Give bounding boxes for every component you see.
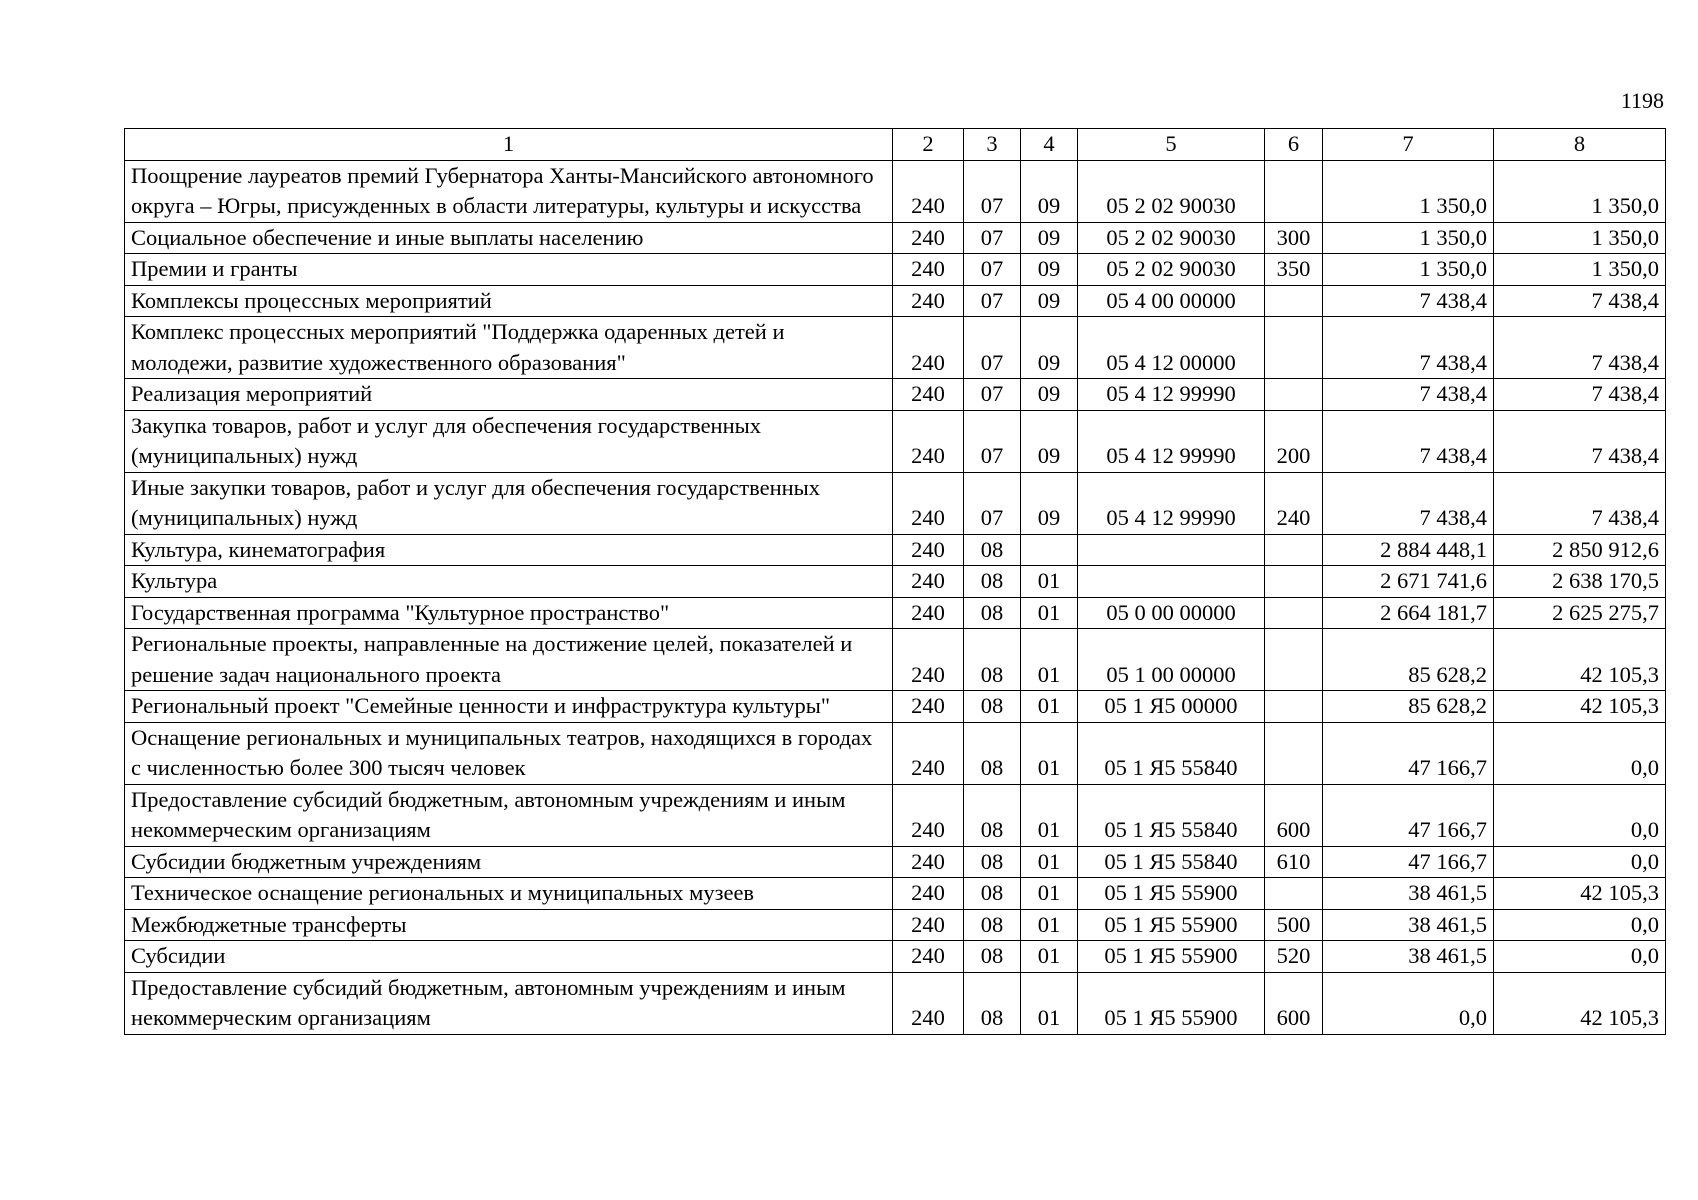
target-article-cell: 05 1 Я5 55840 xyxy=(1078,722,1265,784)
subsection-code-cell: 01 xyxy=(1021,691,1078,723)
ministry-code-cell: 240 xyxy=(893,972,964,1034)
subsection-code-cell: 09 xyxy=(1021,222,1078,254)
ministry-code-cell: 240 xyxy=(893,254,964,286)
ministry-code-cell: 240 xyxy=(893,222,964,254)
section-code-cell: 08 xyxy=(964,722,1021,784)
expense-type-cell: 240 xyxy=(1265,472,1323,534)
expense-type-cell xyxy=(1265,160,1323,222)
section-code-cell: 08 xyxy=(964,972,1021,1034)
column-header: 1 xyxy=(125,129,893,161)
table-row xyxy=(125,784,1666,846)
expense-type-cell xyxy=(1265,597,1323,629)
amount-col7-cell: 2 884 448,1 xyxy=(1323,534,1494,566)
amount-col8-cell: 0,0 xyxy=(1494,941,1666,973)
table-row xyxy=(125,597,1666,629)
column-header: 7 xyxy=(1323,129,1494,161)
column-header: 5 xyxy=(1078,129,1265,161)
row-name-cell: Государственная программа "Культурное пространство" xyxy=(125,597,893,629)
table-header xyxy=(125,129,1666,161)
table-row xyxy=(125,722,1666,784)
target-article-cell: 05 1 Я5 55900 xyxy=(1078,972,1265,1034)
column-header: 6 xyxy=(1265,129,1323,161)
ministry-code-cell: 240 xyxy=(893,629,964,691)
amount-col7-cell: 1 350,0 xyxy=(1323,254,1494,286)
amount-col7-cell: 47 166,7 xyxy=(1323,784,1494,846)
subsection-code-cell: 09 xyxy=(1021,160,1078,222)
section-code-cell: 08 xyxy=(964,784,1021,846)
page-number: 1198 xyxy=(1620,88,1664,113)
target-article-cell: 05 1 Я5 55840 xyxy=(1078,784,1265,846)
amount-col7-cell: 85 628,2 xyxy=(1323,691,1494,723)
column-header: 8 xyxy=(1494,129,1666,161)
section-code-cell: 07 xyxy=(964,317,1021,379)
row-name-cell: Премии и гранты xyxy=(125,254,893,286)
expense-type-cell: 500 xyxy=(1265,909,1323,941)
subsection-code-cell: 01 xyxy=(1021,597,1078,629)
ministry-code-cell: 240 xyxy=(893,160,964,222)
row-name-cell: Реализация мероприятий xyxy=(125,379,893,411)
row-name-cell: Субсидии бюджетным учреждениям xyxy=(125,846,893,878)
amount-col8-cell: 0,0 xyxy=(1494,909,1666,941)
section-code-cell: 08 xyxy=(964,909,1021,941)
amount-col7-cell: 7 438,4 xyxy=(1323,379,1494,411)
section-code-cell: 08 xyxy=(964,941,1021,973)
section-code-cell: 08 xyxy=(964,846,1021,878)
ministry-code-cell: 240 xyxy=(893,379,964,411)
subsection-code-cell: 01 xyxy=(1021,909,1078,941)
table-row xyxy=(125,878,1666,910)
ministry-code-cell: 240 xyxy=(893,691,964,723)
row-name-cell: Техническое оснащение региональных и муниципальных музеев xyxy=(125,878,893,910)
table-row xyxy=(125,566,1666,598)
row-name-cell: Оснащение региональных и муниципальных театров, находящихся в городах с численностью более 300 тысяч человек xyxy=(125,722,893,784)
amount-col8-cell: 42 105,3 xyxy=(1494,972,1666,1034)
section-code-cell: 08 xyxy=(964,691,1021,723)
section-code-cell: 07 xyxy=(964,254,1021,286)
row-name-cell: Межбюджетные трансферты xyxy=(125,909,893,941)
table-row xyxy=(125,317,1666,379)
subsection-code-cell: 01 xyxy=(1021,972,1078,1034)
target-article-cell: 05 2 02 90030 xyxy=(1078,222,1265,254)
amount-col7-cell: 85 628,2 xyxy=(1323,629,1494,691)
row-name-cell: Комплексы процессных мероприятий xyxy=(125,285,893,317)
table-row xyxy=(125,472,1666,534)
subsection-code-cell: 09 xyxy=(1021,472,1078,534)
amount-col7-cell: 7 438,4 xyxy=(1323,285,1494,317)
subsection-code-cell: 09 xyxy=(1021,285,1078,317)
amount-col8-cell: 7 438,4 xyxy=(1494,379,1666,411)
ministry-code-cell: 240 xyxy=(893,285,964,317)
section-code-cell: 07 xyxy=(964,410,1021,472)
amount-col7-cell: 47 166,7 xyxy=(1323,722,1494,784)
amount-col7-cell: 7 438,4 xyxy=(1323,317,1494,379)
expense-type-cell xyxy=(1265,534,1323,566)
amount-col8-cell: 7 438,4 xyxy=(1494,317,1666,379)
amount-col8-cell: 42 105,3 xyxy=(1494,629,1666,691)
target-article-cell: 05 2 02 90030 xyxy=(1078,160,1265,222)
amount-col7-cell: 1 350,0 xyxy=(1323,222,1494,254)
table-row xyxy=(125,285,1666,317)
section-code-cell: 07 xyxy=(964,222,1021,254)
target-article-cell: 05 1 Я5 00000 xyxy=(1078,691,1265,723)
subsection-code-cell: 01 xyxy=(1021,784,1078,846)
ministry-code-cell: 240 xyxy=(893,784,964,846)
section-code-cell: 07 xyxy=(964,160,1021,222)
ministry-code-cell: 240 xyxy=(893,472,964,534)
amount-col8-cell: 7 438,4 xyxy=(1494,285,1666,317)
subsection-code-cell xyxy=(1021,534,1078,566)
row-name-cell: Культура, кинематография xyxy=(125,534,893,566)
target-article-cell xyxy=(1078,534,1265,566)
ministry-code-cell: 240 xyxy=(893,317,964,379)
expense-type-cell: 610 xyxy=(1265,846,1323,878)
section-code-cell: 08 xyxy=(964,597,1021,629)
subsection-code-cell: 01 xyxy=(1021,846,1078,878)
expense-type-cell xyxy=(1265,629,1323,691)
subsection-code-cell: 01 xyxy=(1021,722,1078,784)
target-article-cell: 05 4 12 99990 xyxy=(1078,379,1265,411)
row-name-cell: Предоставление субсидий бюджетным, автономным учреждениям и иным некоммерческим организациям xyxy=(125,784,893,846)
amount-col8-cell: 2 850 912,6 xyxy=(1494,534,1666,566)
ministry-code-cell: 240 xyxy=(893,846,964,878)
amount-col8-cell: 1 350,0 xyxy=(1494,222,1666,254)
column-header: 3 xyxy=(964,129,1021,161)
ministry-code-cell: 240 xyxy=(893,410,964,472)
target-article-cell: 05 2 02 90030 xyxy=(1078,254,1265,286)
amount-col8-cell: 0,0 xyxy=(1494,846,1666,878)
amount-col7-cell: 1 350,0 xyxy=(1323,160,1494,222)
table-row xyxy=(125,534,1666,566)
column-header: 2 xyxy=(893,129,964,161)
amount-col7-cell: 47 166,7 xyxy=(1323,846,1494,878)
row-name-cell: Закупка товаров, работ и услуг для обеспечения государственных (муниципальных) нужд xyxy=(125,410,893,472)
ministry-code-cell: 240 xyxy=(893,566,964,598)
amount-col8-cell: 0,0 xyxy=(1494,722,1666,784)
amount-col7-cell: 0,0 xyxy=(1323,972,1494,1034)
row-name-cell: Поощрение лауреатов премий Губернатора Ханты-Мансийского автономного округа – Югры, присужденных в области литературы, культуры и искусства xyxy=(125,160,893,222)
table-body xyxy=(125,160,1666,1034)
amount-col8-cell: 2 625 275,7 xyxy=(1494,597,1666,629)
header-row xyxy=(125,129,1666,161)
row-name-cell: Культура xyxy=(125,566,893,598)
subsection-code-cell: 01 xyxy=(1021,566,1078,598)
expense-type-cell xyxy=(1265,566,1323,598)
table-row xyxy=(125,410,1666,472)
expense-type-cell: 600 xyxy=(1265,972,1323,1034)
column-header: 4 xyxy=(1021,129,1078,161)
row-name-cell: Предоставление субсидий бюджетным, автономным учреждениям и иным некоммерческим организациям xyxy=(125,972,893,1034)
section-code-cell: 08 xyxy=(964,878,1021,910)
row-name-cell: Иные закупки товаров, работ и услуг для обеспечения государственных (муниципальных) нужд xyxy=(125,472,893,534)
section-code-cell: 08 xyxy=(964,629,1021,691)
row-name-cell: Региональные проекты, направленные на достижение целей, показателей и решение задач национального проекта xyxy=(125,629,893,691)
subsection-code-cell: 09 xyxy=(1021,317,1078,379)
section-code-cell: 07 xyxy=(964,379,1021,411)
table-row xyxy=(125,941,1666,973)
subsection-code-cell: 01 xyxy=(1021,878,1078,910)
ministry-code-cell: 240 xyxy=(893,534,964,566)
amount-col7-cell: 38 461,5 xyxy=(1323,878,1494,910)
amount-col8-cell: 0,0 xyxy=(1494,784,1666,846)
ministry-code-cell: 240 xyxy=(893,722,964,784)
amount-col8-cell: 1 350,0 xyxy=(1494,160,1666,222)
amount-col7-cell: 2 671 741,6 xyxy=(1323,566,1494,598)
amount-col7-cell: 2 664 181,7 xyxy=(1323,597,1494,629)
ministry-code-cell: 240 xyxy=(893,941,964,973)
row-name-cell: Региональный проект "Семейные ценности и инфраструктура культуры" xyxy=(125,691,893,723)
ministry-code-cell: 240 xyxy=(893,878,964,910)
section-code-cell: 08 xyxy=(964,566,1021,598)
target-article-cell: 05 4 12 00000 xyxy=(1078,317,1265,379)
subsection-code-cell: 01 xyxy=(1021,629,1078,691)
subsection-code-cell: 09 xyxy=(1021,379,1078,411)
table-row xyxy=(125,160,1666,222)
target-article-cell: 05 0 00 00000 xyxy=(1078,597,1265,629)
subsection-code-cell: 09 xyxy=(1021,410,1078,472)
table-row xyxy=(125,629,1666,691)
expense-type-cell: 520 xyxy=(1265,941,1323,973)
amount-col7-cell: 7 438,4 xyxy=(1323,472,1494,534)
subsection-code-cell: 09 xyxy=(1021,254,1078,286)
amount-col8-cell: 7 438,4 xyxy=(1494,472,1666,534)
expense-type-cell xyxy=(1265,285,1323,317)
target-article-cell: 05 1 Я5 55840 xyxy=(1078,846,1265,878)
target-article-cell xyxy=(1078,566,1265,598)
expense-type-cell: 300 xyxy=(1265,222,1323,254)
expense-type-cell: 600 xyxy=(1265,784,1323,846)
amount-col7-cell: 38 461,5 xyxy=(1323,909,1494,941)
target-article-cell: 05 1 Я5 55900 xyxy=(1078,909,1265,941)
row-name-cell: Субсидии xyxy=(125,941,893,973)
expense-type-cell xyxy=(1265,379,1323,411)
amount-col8-cell: 42 105,3 xyxy=(1494,691,1666,723)
section-code-cell: 07 xyxy=(964,285,1021,317)
ministry-code-cell: 240 xyxy=(893,909,964,941)
expense-type-cell: 350 xyxy=(1265,254,1323,286)
expense-type-cell: 200 xyxy=(1265,410,1323,472)
ministry-code-cell: 240 xyxy=(893,597,964,629)
table-row xyxy=(125,254,1666,286)
amount-col7-cell: 7 438,4 xyxy=(1323,410,1494,472)
table-row xyxy=(125,972,1666,1034)
row-name-cell: Социальное обеспечение и иные выплаты населению xyxy=(125,222,893,254)
expense-type-cell xyxy=(1265,722,1323,784)
target-article-cell: 05 4 12 99990 xyxy=(1078,472,1265,534)
amount-col8-cell: 2 638 170,5 xyxy=(1494,566,1666,598)
table-row xyxy=(125,222,1666,254)
row-name-cell: Комплекс процессных мероприятий "Поддержка одаренных детей и молодежи, развитие художественного образования" xyxy=(125,317,893,379)
table-row xyxy=(125,846,1666,878)
expense-type-cell xyxy=(1265,691,1323,723)
section-code-cell: 07 xyxy=(964,472,1021,534)
amount-col7-cell: 38 461,5 xyxy=(1323,941,1494,973)
table-row xyxy=(125,909,1666,941)
amount-col8-cell: 7 438,4 xyxy=(1494,410,1666,472)
budget-table xyxy=(124,128,1666,1035)
target-article-cell: 05 1 Я5 55900 xyxy=(1078,941,1265,973)
table-row xyxy=(125,379,1666,411)
subsection-code-cell: 01 xyxy=(1021,941,1078,973)
target-article-cell: 05 1 00 00000 xyxy=(1078,629,1265,691)
target-article-cell: 05 4 00 00000 xyxy=(1078,285,1265,317)
table-row xyxy=(125,691,1666,723)
expense-type-cell xyxy=(1265,878,1323,910)
amount-col8-cell: 42 105,3 xyxy=(1494,878,1666,910)
amount-col8-cell: 1 350,0 xyxy=(1494,254,1666,286)
target-article-cell: 05 1 Я5 55900 xyxy=(1078,878,1265,910)
expense-type-cell xyxy=(1265,317,1323,379)
target-article-cell: 05 4 12 99990 xyxy=(1078,410,1265,472)
section-code-cell: 08 xyxy=(964,534,1021,566)
